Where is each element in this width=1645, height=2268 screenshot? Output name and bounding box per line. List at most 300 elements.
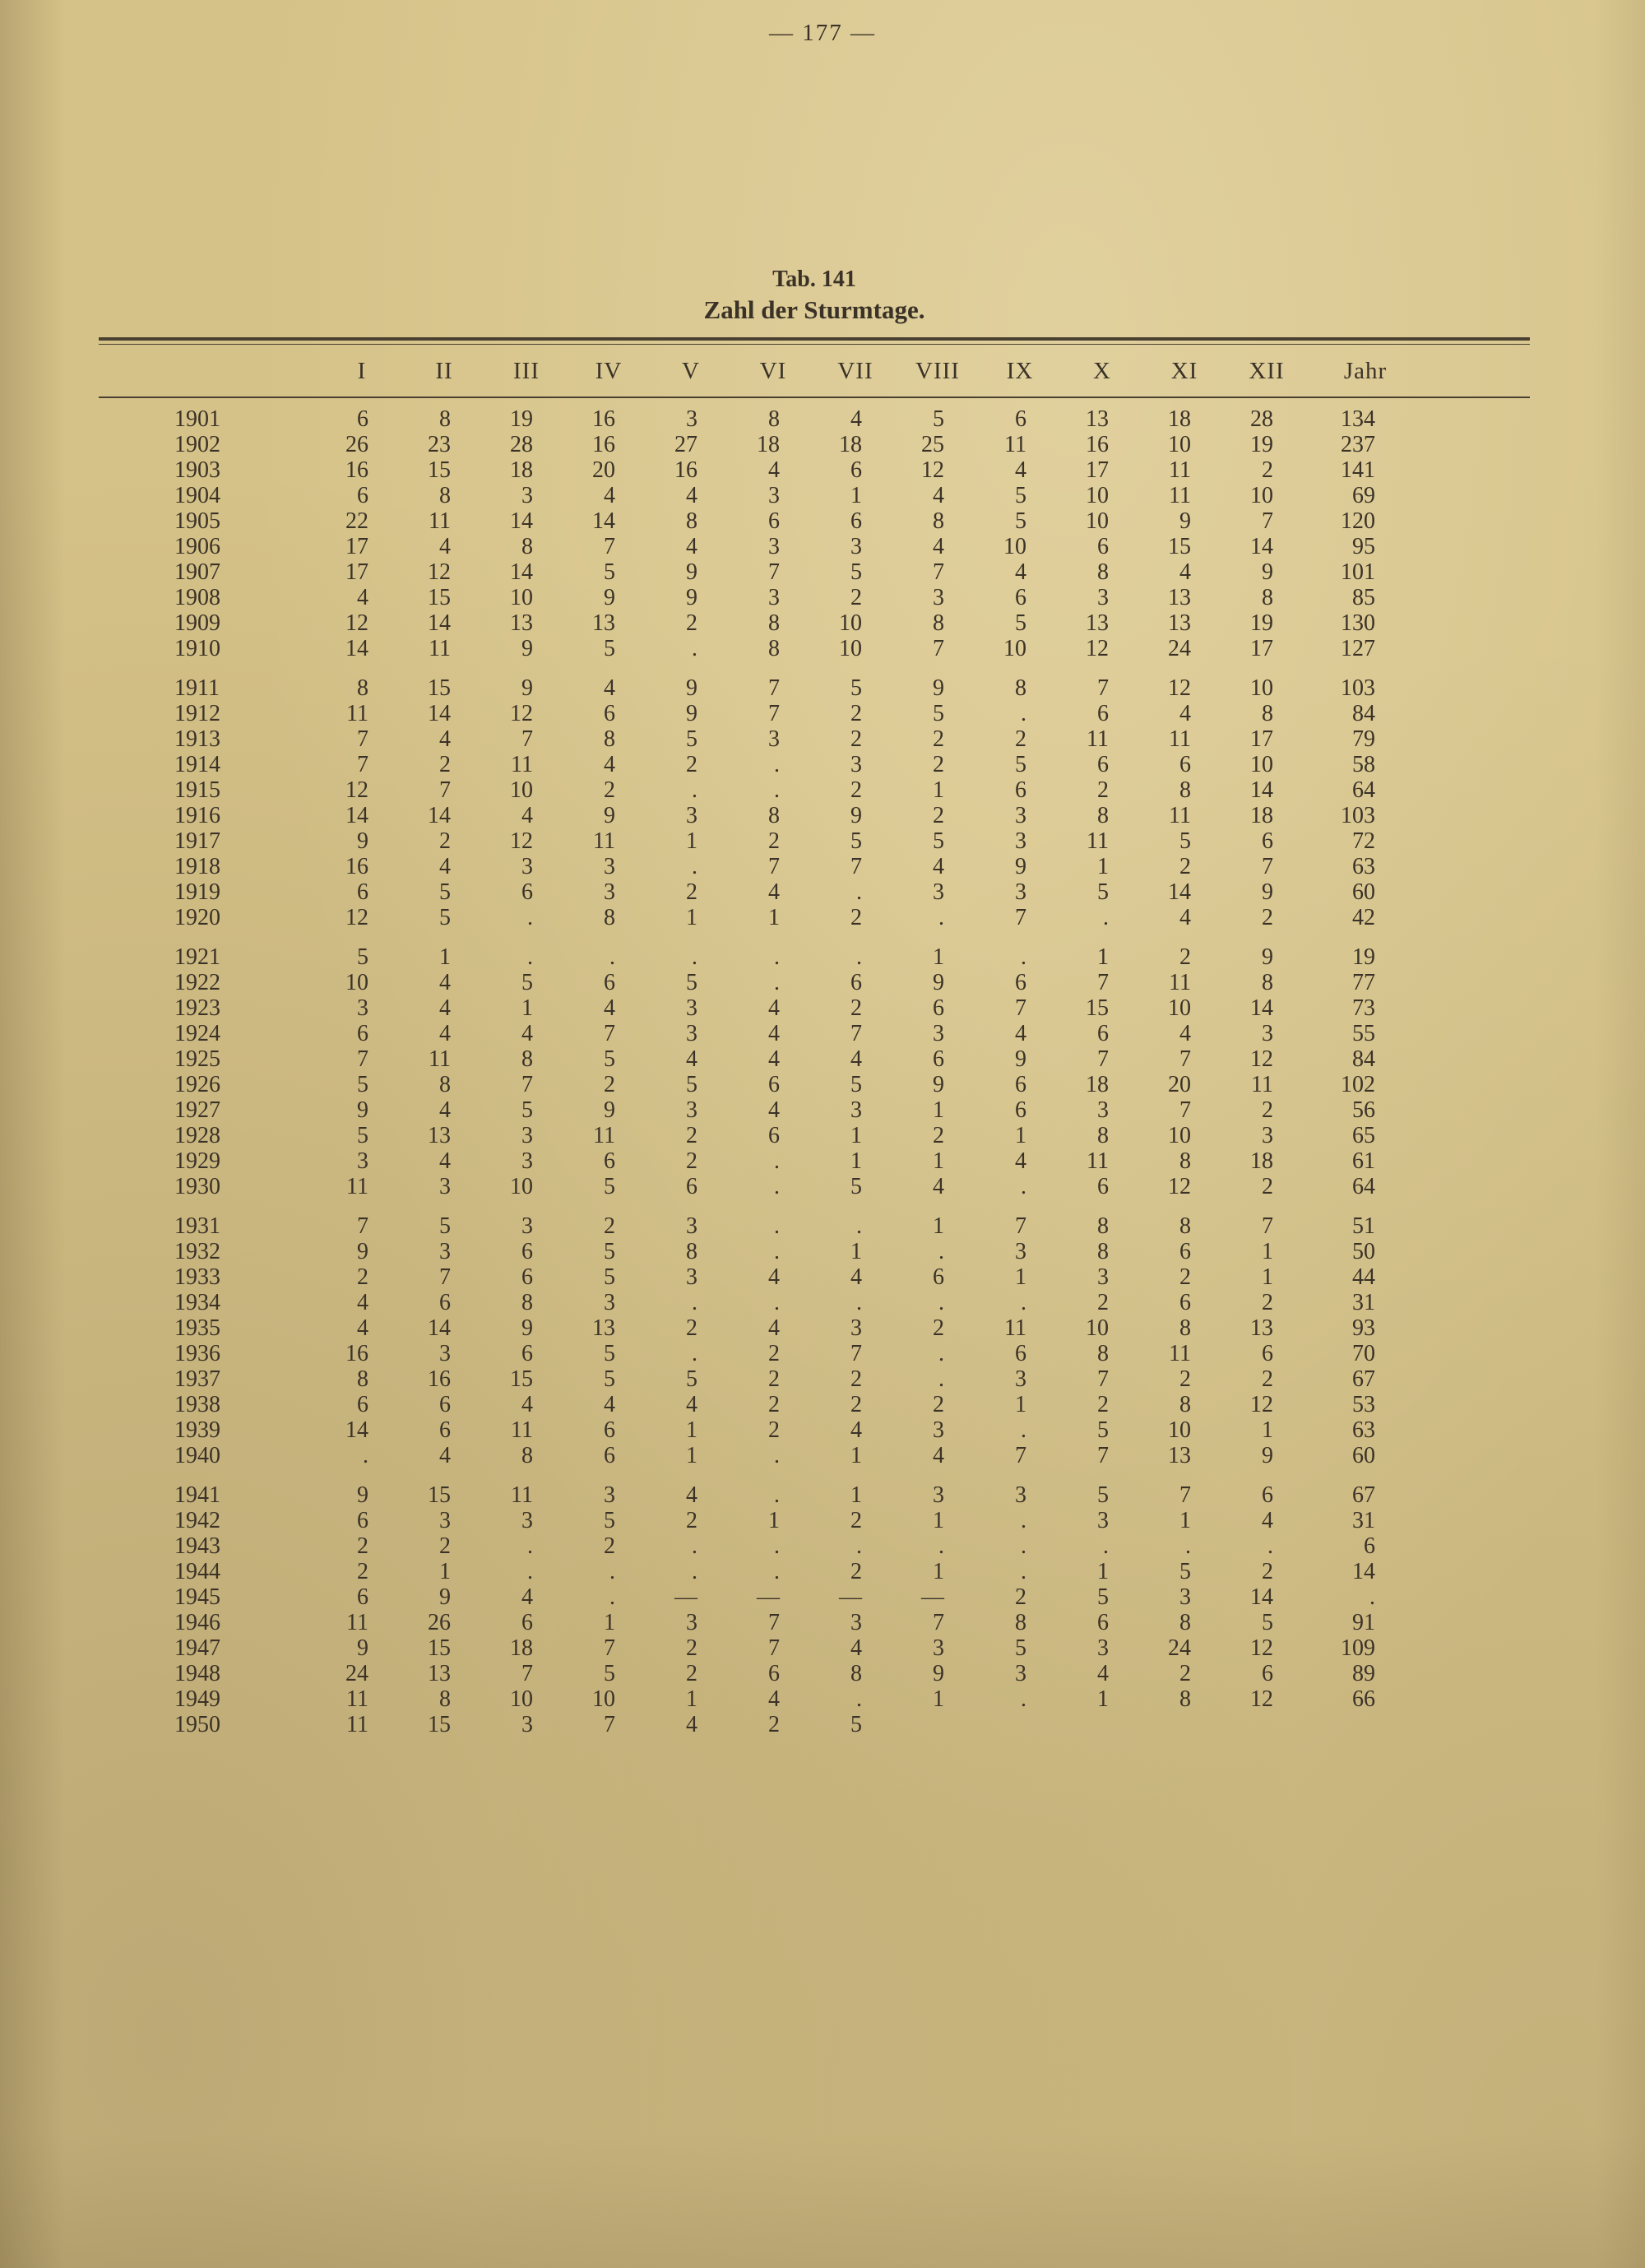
month-value-cell: 6 [357, 1392, 368, 1417]
month-value-cell: 7 [1097, 1443, 1109, 1468]
month-value-cell: 9 [521, 636, 533, 661]
month-value-cell: 10 [1250, 483, 1273, 508]
month-value-cell: 7 [357, 752, 368, 777]
month-value-cell: 4 [768, 1315, 780, 1341]
month-value-cell: 4 [1179, 905, 1191, 930]
table-number: Tab. 141 [772, 267, 856, 292]
month-value-cell: . [363, 1443, 368, 1468]
month-value-cell: 6 [768, 1072, 780, 1097]
filler-cell [1423, 1341, 1530, 1366]
month-value-cell: 4 [850, 1046, 862, 1072]
month-value-cell: 14 [345, 803, 368, 828]
month-value-cell: 8 [1179, 1213, 1191, 1239]
month-value-cell: 11 [1169, 726, 1191, 752]
filler-cell [1423, 905, 1530, 930]
month-value-cell: 4 [768, 995, 780, 1021]
month-value-cell: 14 [345, 1417, 368, 1443]
jahr-total-cell: 50 [1352, 1239, 1375, 1264]
filler-cell [1423, 777, 1530, 803]
table-row [99, 828, 1530, 854]
year-cell: 1904 [174, 483, 220, 508]
month-value-cell: 10 [1086, 1315, 1109, 1341]
table-row [99, 1392, 1530, 1417]
month-value-cell: 4 [1015, 457, 1026, 483]
month-value-cell: 8 [850, 1661, 862, 1686]
jahr-total-cell: 65 [1352, 1123, 1375, 1148]
month-value-cell: 6 [1262, 1341, 1273, 1366]
year-cell: 1921 [174, 944, 220, 970]
month-value-cell: 2 [933, 803, 944, 828]
month-value-cell: 3 [439, 1174, 451, 1199]
month-value-cell: 3 [686, 1213, 697, 1239]
month-value-cell: 5 [604, 1239, 615, 1264]
month-value-cell: 2 [439, 1533, 451, 1559]
month-value-cell: 4 [439, 854, 451, 879]
month-value-cell: 4 [768, 1686, 780, 1712]
filler-cell [1423, 1559, 1530, 1584]
year-cell: 1934 [174, 1290, 220, 1315]
month-value-cell: 2 [850, 585, 862, 610]
month-value-cell: 14 [1250, 534, 1273, 559]
month-value-cell: 2 [439, 828, 451, 854]
year-cell: 1908 [174, 585, 220, 610]
month-value-cell: 8 [357, 675, 368, 701]
month-value-cell: 11 [1169, 483, 1191, 508]
month-value-cell: 3 [686, 995, 697, 1021]
month-value-cell: 1 [1015, 1392, 1026, 1417]
month-value-cell: 3 [521, 854, 533, 879]
month-value-cell: 8 [1179, 1148, 1191, 1174]
month-value-cell: 4 [768, 1264, 780, 1290]
year-cell: 1939 [174, 1417, 220, 1443]
month-value-cell: 11 [511, 1482, 533, 1508]
year-cell: 1930 [174, 1174, 220, 1199]
month-value-cell: 6 [1015, 1341, 1026, 1366]
month-value-cell: . [692, 636, 697, 661]
month-value-cell: 5 [1015, 610, 1026, 636]
month-value-cell: 6 [1262, 1661, 1273, 1686]
month-value-cell: . [938, 1290, 944, 1315]
column-header-II: II [403, 345, 485, 397]
month-value-cell: 2 [850, 905, 862, 930]
month-value-cell: 27 [674, 432, 697, 457]
column-header-IV: IV [568, 345, 650, 397]
month-value-cell: 11 [346, 1610, 368, 1635]
year-cell: 1938 [174, 1392, 220, 1417]
month-value-cell: 15 [510, 1366, 533, 1392]
month-value-cell: 7 [1097, 675, 1109, 701]
month-value-cell: 7 [1262, 854, 1273, 879]
jahr-total-cell: 42 [1352, 905, 1375, 930]
month-value-cell: 3 [850, 752, 862, 777]
year-cell: 1935 [174, 1315, 220, 1341]
month-value-cell: 2 [933, 752, 944, 777]
table-body [99, 397, 1530, 1737]
month-value-cell: 9 [933, 675, 944, 701]
month-value-cell: 15 [428, 1482, 451, 1508]
month-value-cell: 3 [768, 585, 780, 610]
month-value-cell: 22 [345, 508, 368, 534]
table-header [99, 345, 1530, 397]
month-value-cell: 1 [933, 1148, 944, 1174]
month-value-cell: 9 [357, 1097, 368, 1123]
month-value-cell: 9 [357, 1635, 368, 1661]
month-value-cell: 6 [357, 1584, 368, 1610]
month-value-cell: 7 [933, 559, 944, 585]
filler-cell [1423, 1315, 1530, 1341]
month-value-cell: 5 [686, 970, 697, 995]
month-value-cell: . [774, 1239, 780, 1264]
year-cell: 1926 [174, 1072, 220, 1097]
month-value-cell: 2 [604, 777, 615, 803]
month-value-cell: . [856, 1213, 862, 1239]
month-value-cell: 6 [1179, 1239, 1191, 1264]
jahr-total-cell: 60 [1352, 1443, 1375, 1468]
month-value-cell: 6 [521, 1610, 533, 1635]
month-value-cell: 2 [1262, 905, 1273, 930]
year-cell: 1913 [174, 726, 220, 752]
month-value-cell: 4 [768, 457, 780, 483]
month-value-cell: 4 [768, 1097, 780, 1123]
month-value-cell: 6 [521, 879, 533, 905]
month-value-cell: 5 [439, 879, 451, 905]
month-value-cell: 6 [1015, 777, 1026, 803]
month-value-cell: 6 [1097, 1021, 1109, 1046]
month-value-cell: 10 [510, 585, 533, 610]
jahr-total-cell: 67 [1352, 1366, 1375, 1392]
jahr-total-cell: 95 [1352, 534, 1375, 559]
month-value-cell: 7 [850, 854, 862, 879]
month-value-cell: 7 [1262, 508, 1273, 534]
month-value-cell: . [692, 944, 697, 970]
month-value-cell: 11 [593, 1123, 615, 1148]
month-value-cell: 11 [429, 508, 451, 534]
month-value-cell: 8 [357, 1366, 368, 1392]
year-cell: 1943 [174, 1533, 220, 1559]
month-value-cell: 6 [357, 483, 368, 508]
table-row [99, 1533, 1530, 1559]
month-value-cell: 3 [521, 1213, 533, 1239]
month-value-cell: 6 [768, 508, 780, 534]
month-value-cell: 11 [1169, 1341, 1191, 1366]
filler-cell [1423, 1610, 1530, 1635]
month-value-cell: 5 [604, 1661, 615, 1686]
month-value-cell: 7 [521, 1661, 533, 1686]
year-cell: 1933 [174, 1264, 220, 1290]
month-value-cell: . [938, 1239, 944, 1264]
jahr-total-cell: 61 [1352, 1148, 1375, 1174]
year-cell: 1931 [174, 1213, 220, 1239]
month-value-cell: 3 [1015, 1482, 1026, 1508]
month-value-cell: . [1185, 1533, 1191, 1559]
filler-cell [1423, 661, 1530, 701]
month-value-cell: 4 [439, 1443, 451, 1468]
month-value-cell: 9 [604, 1097, 615, 1123]
month-value-cell: 8 [933, 508, 944, 534]
month-value-cell: 11 [511, 752, 533, 777]
filler-cell [1423, 726, 1530, 752]
month-value-cell: 9 [686, 701, 697, 726]
month-value-cell: 7 [357, 726, 368, 752]
month-value-cell: 8 [521, 1046, 533, 1072]
month-value-cell: 5 [850, 828, 862, 854]
table-row [99, 905, 1530, 930]
month-value-cell: 6 [604, 1443, 615, 1468]
month-value-cell: . [1103, 1533, 1109, 1559]
month-value-cell: 8 [1097, 1123, 1109, 1148]
month-value-cell: 7 [521, 1072, 533, 1097]
month-value-cell: 1 [850, 1482, 862, 1508]
month-value-cell: 2 [604, 1533, 615, 1559]
month-value-cell: 9 [1262, 879, 1273, 905]
month-value-cell: 10 [510, 1174, 533, 1199]
month-value-cell: 7 [1097, 1046, 1109, 1072]
month-value-cell: 9 [357, 828, 368, 854]
month-value-cell: 4 [850, 1635, 862, 1661]
month-value-cell: 2 [686, 879, 697, 905]
month-value-cell: 11 [346, 1712, 368, 1737]
month-value-cell: 5 [933, 828, 944, 854]
month-value-cell: 2 [933, 1392, 944, 1417]
month-value-cell: 4 [933, 534, 944, 559]
month-value-cell: 7 [604, 1021, 615, 1046]
month-value-cell: . [856, 944, 862, 970]
jahr-total-cell: 73 [1352, 995, 1375, 1021]
month-value-cell: 7 [439, 1264, 451, 1290]
year-cell: 1928 [174, 1123, 220, 1148]
month-value-cell: 5 [1179, 1559, 1191, 1584]
month-value-cell: 4 [439, 534, 451, 559]
jahr-total-cell: 70 [1352, 1341, 1375, 1366]
month-value-cell: . [774, 777, 780, 803]
month-value-cell: 4 [604, 483, 615, 508]
month-value-cell: 5 [604, 1264, 615, 1290]
month-value-cell: 1 [850, 483, 862, 508]
year-cell: 1906 [174, 534, 220, 559]
year-cell: 1903 [174, 457, 220, 483]
jahr-total-cell: 120 [1341, 508, 1375, 534]
jahr-total-cell: 64 [1352, 1174, 1375, 1199]
month-value-cell: 3 [1015, 1661, 1026, 1686]
month-value-cell: 3 [933, 1482, 944, 1508]
month-value-cell: 2 [686, 1661, 697, 1686]
month-value-cell: 8 [1097, 1341, 1109, 1366]
jahr-total-cell: 101 [1341, 559, 1375, 585]
year-cell: 1932 [174, 1239, 220, 1264]
month-value-cell: 8 [768, 636, 780, 661]
month-value-cell: . [1021, 1533, 1026, 1559]
table-row [99, 970, 1530, 995]
month-value-cell: 11 [511, 1417, 533, 1443]
table-row [99, 1199, 1530, 1239]
jahr-total-cell: 103 [1341, 803, 1375, 828]
month-value-cell: 3 [1262, 1021, 1273, 1046]
month-value-cell: 3 [1097, 585, 1109, 610]
month-value-cell: 5 [604, 1046, 615, 1072]
column-header-VII: VII [814, 345, 897, 397]
month-value-cell: 1 [686, 1417, 697, 1443]
month-value-cell: 4 [1179, 701, 1191, 726]
month-value-cell: 3 [933, 1021, 944, 1046]
month-value-cell: 9 [439, 1584, 451, 1610]
month-value-cell: 6 [1015, 406, 1026, 432]
jahr-total-cell: 84 [1352, 1046, 1375, 1072]
month-value-cell: 2 [604, 1213, 615, 1239]
month-value-cell: 6 [1097, 1610, 1109, 1635]
month-value-cell: 18 [1086, 1072, 1109, 1097]
month-value-cell: 7 [521, 726, 533, 752]
month-value-cell: 7 [768, 1635, 780, 1661]
table-row [99, 1417, 1530, 1443]
month-value-cell: 13 [1168, 585, 1191, 610]
month-value-cell: 1 [1097, 854, 1109, 879]
filler-cell [1423, 1123, 1530, 1148]
month-value-cell: 23 [428, 432, 451, 457]
month-value-cell: 7 [768, 675, 780, 701]
month-value-cell: 9 [933, 1072, 944, 1097]
table-row [99, 879, 1530, 905]
month-value-cell: 3 [521, 1123, 533, 1148]
month-value-cell: 9 [521, 675, 533, 701]
month-value-cell: 6 [1179, 752, 1191, 777]
month-value-cell: 9 [686, 675, 697, 701]
filler-cell [1423, 1443, 1530, 1468]
month-value-cell: 3 [357, 1148, 368, 1174]
month-value-cell: 8 [768, 406, 780, 432]
month-value-cell: 6 [1015, 1072, 1026, 1097]
month-value-cell: 4 [768, 1046, 780, 1072]
month-value-cell: 7 [1179, 1482, 1191, 1508]
month-value-cell: . [938, 1366, 944, 1392]
month-value-cell: 9 [1262, 1443, 1273, 1468]
month-value-cell: 5 [1097, 1482, 1109, 1508]
filler-cell [1423, 397, 1530, 432]
month-value-cell: 8 [1179, 1686, 1191, 1712]
month-value-cell: 10 [345, 970, 368, 995]
month-value-cell: 3 [521, 1712, 533, 1737]
month-value-cell: 8 [1262, 970, 1273, 995]
month-value-cell: 8 [439, 406, 451, 432]
month-value-cell: 8 [1015, 675, 1026, 701]
month-value-cell: 2 [1097, 1290, 1109, 1315]
month-value-cell: 8 [521, 1443, 533, 1468]
filler-cell [1423, 1584, 1530, 1610]
month-value-cell: 2 [768, 1392, 780, 1417]
table-row [99, 726, 1530, 752]
month-value-cell: 2 [850, 1366, 862, 1392]
month-value-cell: 18 [1168, 406, 1191, 432]
month-value-cell: 9 [604, 585, 615, 610]
month-value-cell: 11 [1169, 457, 1191, 483]
table-row [99, 1341, 1530, 1366]
month-value-cell: 14 [345, 636, 368, 661]
filler-cell [1423, 803, 1530, 828]
month-value-cell: 1 [686, 1686, 697, 1712]
month-value-cell: 6 [933, 995, 944, 1021]
month-value-cell: 13 [428, 1123, 451, 1148]
month-value-cell: 11 [346, 1174, 368, 1199]
filler-cell [1423, 1366, 1530, 1392]
month-value-cell: 11 [1004, 432, 1026, 457]
filler-cell [1423, 970, 1530, 995]
month-value-cell: 2 [357, 1264, 368, 1290]
month-value-cell: 1 [1262, 1239, 1273, 1264]
year-cell: 1916 [174, 803, 220, 828]
month-value-cell: 4 [850, 1417, 862, 1443]
table-row [99, 397, 1530, 432]
month-value-cell: 9 [850, 803, 862, 828]
month-value-cell: 4 [357, 1290, 368, 1315]
jahr-total-cell: 55 [1352, 1021, 1375, 1046]
table-row [99, 610, 1530, 636]
month-value-cell: 2 [357, 1533, 368, 1559]
month-value-cell: 16 [1086, 432, 1109, 457]
table-subtitle: Zahl der Sturmtage. [703, 295, 925, 324]
month-value-cell: 8 [1179, 1610, 1191, 1635]
month-value-cell: 10 [839, 636, 862, 661]
jahr-total-cell: 109 [1341, 1635, 1375, 1661]
column-header-Jahr: Jahr [1308, 345, 1423, 397]
month-value-cell: 5 [357, 944, 368, 970]
month-value-cell: 8 [768, 610, 780, 636]
month-value-cell: 14 [1168, 879, 1191, 905]
table-area [99, 265, 1530, 1737]
month-value-cell: . [527, 944, 533, 970]
month-value-cell: 10 [1168, 1417, 1191, 1443]
month-value-cell: 7 [1015, 1213, 1026, 1239]
month-value-cell: 6 [604, 701, 615, 726]
month-value-cell: 1 [933, 944, 944, 970]
month-value-cell: 5 [604, 1341, 615, 1366]
year-cell: 1919 [174, 879, 220, 905]
jahr-total-cell: 102 [1341, 1072, 1375, 1097]
year-cell: 1945 [174, 1584, 220, 1610]
month-value-cell: 3 [521, 483, 533, 508]
month-value-cell: 4 [1015, 1021, 1026, 1046]
column-header-VI: VI [732, 345, 814, 397]
month-value-cell: 1 [933, 1097, 944, 1123]
month-value-cell: . [938, 905, 944, 930]
month-value-cell: 15 [1086, 995, 1109, 1021]
year-cell: 1909 [174, 610, 220, 636]
month-value-cell: . [527, 1533, 533, 1559]
month-value-cell: 8 [1097, 1213, 1109, 1239]
month-value-cell: 3 [686, 1021, 697, 1046]
top-rule [99, 337, 1530, 345]
month-value-cell: 6 [1262, 1482, 1273, 1508]
month-value-cell: 4 [933, 854, 944, 879]
month-value-cell: 16 [674, 457, 697, 483]
month-value-cell: 8 [933, 610, 944, 636]
month-value-cell: 2 [1015, 1584, 1026, 1610]
month-value-cell: 1 [933, 1213, 944, 1239]
year-cell: 1925 [174, 1046, 220, 1072]
month-value-cell: . [609, 944, 615, 970]
month-value-cell: 17 [345, 559, 368, 585]
filler-cell [1423, 1417, 1530, 1443]
month-value-cell: 12 [345, 905, 368, 930]
jahr-total-cell: 6 [1364, 1533, 1375, 1559]
month-value-cell: . [774, 944, 780, 970]
month-value-cell: . [1021, 944, 1026, 970]
month-value-cell: 1 [604, 1610, 615, 1635]
table-row [99, 995, 1530, 1021]
month-value-cell: 5 [521, 1097, 533, 1123]
table-row [99, 1239, 1530, 1264]
month-value-cell: 1 [1097, 1686, 1109, 1712]
column-header-XI: XI [1143, 345, 1226, 397]
month-value-cell: 5 [933, 406, 944, 432]
